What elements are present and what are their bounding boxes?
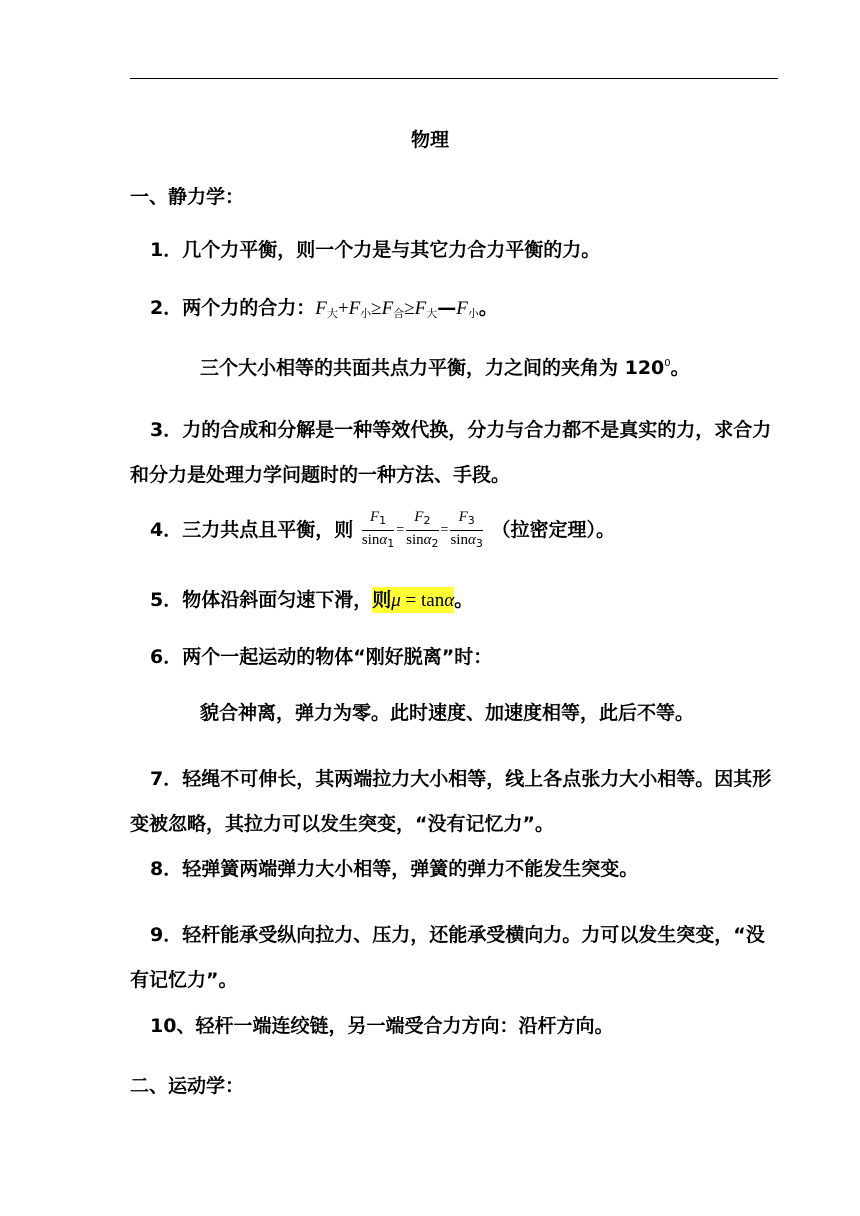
- item-5: [150, 588, 473, 613]
- frac-den: sin: [406, 532, 424, 548]
- equals-sign: =: [396, 522, 405, 538]
- item-4: [150, 508, 615, 553]
- frac-num-sub: 3: [467, 514, 475, 527]
- var-mu: μ: [391, 590, 401, 611]
- fraction-2: [406, 508, 438, 553]
- formula-tan: = tan: [400, 590, 445, 611]
- item-2-note-text: 三个大小相等的共面共点力平衡，力之间的夹角为 120: [200, 357, 665, 379]
- period: 。: [454, 589, 474, 611]
- item-6: 6．两个一起运动的物体“刚好脱离”时：: [150, 646, 493, 668]
- item-2-note: [200, 352, 690, 380]
- section-heading-kinematics: 二、运动学：: [130, 1075, 245, 1097]
- fraction-3: [450, 508, 482, 553]
- frac-num: F: [458, 509, 468, 525]
- page-title: 物理: [410, 129, 449, 151]
- header-rule: [130, 78, 778, 79]
- period: 。: [670, 357, 690, 379]
- var-f: F: [315, 298, 327, 319]
- highlight-text: 则: [372, 589, 392, 611]
- plus-sign: +: [337, 298, 349, 319]
- ge-sign: ≥: [371, 298, 382, 319]
- frac-den-sub: 1: [387, 537, 395, 550]
- item-2-prefix: 2．两个力的合力：: [150, 297, 316, 319]
- frac-den-sub: 3: [475, 537, 483, 550]
- var-f: F: [348, 298, 361, 319]
- item-10: 10、轻杆一端连绞链，另一端受合力方向：沿杆方向。: [150, 1015, 614, 1037]
- sub-he: 合: [393, 307, 405, 320]
- item-6-note: 貌合神离，弹力为零。此时速度、加速度相等，此后不等。: [200, 702, 695, 724]
- sub-small: 小: [467, 307, 479, 320]
- frac-den-sub: 2: [431, 537, 439, 550]
- frac-den: sin: [361, 532, 380, 548]
- fraction-1: [362, 508, 394, 553]
- frac-den: sin: [450, 532, 468, 548]
- sub-big: 大: [326, 307, 338, 320]
- var-alpha: α: [444, 590, 455, 611]
- frac-den-var: α: [379, 532, 388, 548]
- sub-small: 小: [360, 307, 372, 320]
- item-4-suffix: （拉密定理）。: [491, 519, 615, 541]
- frac-num: F: [414, 509, 424, 525]
- period: 。: [478, 297, 498, 319]
- item-9: 9．轻杆能承受纵向拉力、压力，还能承受横向力。力可以发生突变，“没有记忆力”。: [130, 924, 765, 991]
- item-7: 7．轻绳不可伸长，其两端拉力大小相等，线上各点张力大小相等。因其形变被忽略，其拉力可以发生突变，“没有记忆力”。: [130, 768, 772, 835]
- item-1: 1．几个力平衡，则一个力是与其它力合力平衡的力。: [150, 239, 601, 261]
- ge-sign: ≥: [404, 298, 415, 319]
- minus-sign: —: [437, 297, 457, 319]
- item-4-prefix: 4．三力共点且平衡，则: [150, 519, 354, 541]
- frac-num-sub: 1: [379, 514, 387, 527]
- equals-sign: =: [440, 522, 449, 538]
- item-8: 8．轻弹簧两端弹力大小相等，弹簧的弹力不能发生突变。: [150, 858, 639, 880]
- var-f: F: [414, 298, 427, 319]
- frac-num: F: [369, 509, 380, 525]
- item-2: [150, 296, 498, 326]
- item-3: 3．力的合成和分解是一种等效代换，分力与合力都不是真实的力，求合力和分力是处理力学问题时的一种方法、手段。: [130, 419, 772, 486]
- item-5-prefix: 5．物体沿斜面匀速下滑，: [150, 589, 373, 611]
- sub-big: 大: [426, 307, 438, 320]
- var-f: F: [456, 298, 468, 319]
- degree-superscript: 0: [664, 358, 671, 369]
- var-f: F: [381, 298, 394, 319]
- frac-den-var: α: [467, 532, 476, 548]
- highlighted-formula: [372, 587, 454, 613]
- section-heading-statics: 一、静力学：: [130, 186, 245, 208]
- frac-num-sub: 2: [423, 514, 431, 527]
- frac-den-var: α: [423, 532, 432, 548]
